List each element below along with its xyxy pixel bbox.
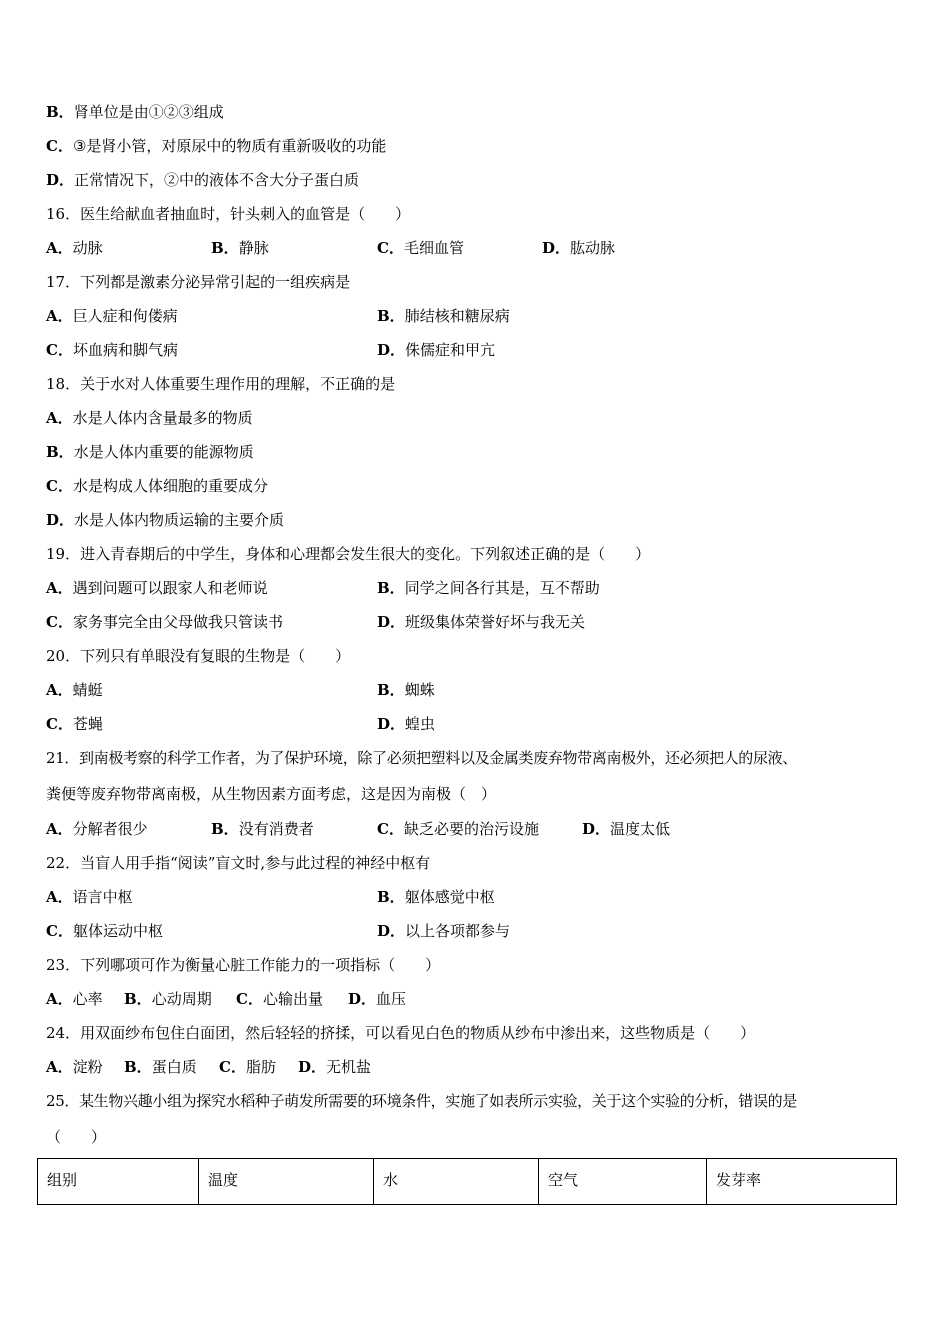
q17-option-a xyxy=(46,306,178,326)
q22-stem: 22．当盲人用手指“阅读”盲文时,参与此过程的神经中枢有 xyxy=(46,854,431,872)
q24-option-d xyxy=(298,1057,371,1077)
q17-option-c xyxy=(46,340,178,360)
option-letter: A． xyxy=(46,307,73,325)
q21-stem-line1: 21．到南极考察的科学工作者，为了保护环境，除了必须把塑料以及金属类废弃物带离南极外，还必须把人的尿液、 xyxy=(46,749,797,767)
option-text: 躯体感觉中枢 xyxy=(404,888,495,906)
option-letter: B． xyxy=(377,681,405,699)
q16-option-c xyxy=(377,238,464,258)
q22-option-b xyxy=(377,887,495,907)
table-header-cell: 发芽率 xyxy=(707,1159,897,1205)
option-letter: C． xyxy=(236,990,263,1008)
option-text: 心输出量 xyxy=(262,990,323,1008)
q18-option-d xyxy=(46,510,284,530)
option-text: 毛细血管 xyxy=(403,239,464,257)
option-letter: D． xyxy=(377,613,406,631)
q18-option-b xyxy=(46,442,254,462)
option-text: 正常情况下，②中的液体不含大分子蛋白质 xyxy=(74,171,360,189)
option-text: 心动周期 xyxy=(151,990,212,1008)
q24-option-a xyxy=(46,1057,103,1077)
q19-stem: 19．进入青春期后的中学生，身体和心理都会发生很大的变化。下列叙述正确的是（ ） xyxy=(46,545,651,563)
q19-option-a xyxy=(46,578,268,598)
option-letter: A． xyxy=(46,820,73,838)
option-letter: B． xyxy=(211,820,239,838)
q17-option-b xyxy=(377,306,510,326)
q20-option-a xyxy=(46,680,103,700)
q22-option-c xyxy=(46,921,163,941)
q16-stem: 16．医生给献血者抽血时，针头刺入的血管是（ ） xyxy=(46,205,411,223)
table-header-cell: 水 xyxy=(374,1159,539,1205)
q24-option-c xyxy=(219,1057,276,1077)
option-letter: A． xyxy=(46,990,73,1008)
option-text: 水是人体内含量最多的物质 xyxy=(72,409,253,427)
q25-stem-line2: （ ） xyxy=(46,1128,107,1146)
q19-option-b xyxy=(377,578,600,598)
option-letter: C． xyxy=(46,613,73,631)
option-text: 动脉 xyxy=(72,239,103,257)
experiment-table xyxy=(37,1158,897,1205)
option-letter: B． xyxy=(124,1058,152,1076)
q20-option-d xyxy=(377,714,435,734)
q24-option-b xyxy=(124,1057,197,1077)
q21-option-a xyxy=(46,819,148,839)
option-letter: D． xyxy=(46,511,75,529)
q18-option-a xyxy=(46,408,253,428)
option-letter: B． xyxy=(124,990,152,1008)
table-header-cell: 空气 xyxy=(539,1159,707,1205)
option-text: ③是肾小管，对原尿中的物质有重新吸收的功能 xyxy=(72,137,387,155)
option-letter: C． xyxy=(46,715,73,733)
q22-option-a xyxy=(46,887,133,907)
option-letter: C． xyxy=(219,1058,246,1076)
option-text: 班级集体荣誉好坏与我无关 xyxy=(405,613,586,631)
q15-option-d xyxy=(46,170,359,190)
option-text: 蛋白质 xyxy=(151,1058,197,1076)
q25-stem-line1: 25．某生物兴趣小组为探究水稻种子萌发所需要的环境条件，实施了如表所示实验，关于这个实验的分析，错误的是 xyxy=(46,1092,797,1110)
option-text: 躯体运动中枢 xyxy=(72,922,163,940)
option-letter: C． xyxy=(46,137,73,155)
option-text: 同学之间各行其是，互不帮助 xyxy=(404,579,600,597)
q23-option-b xyxy=(124,989,212,1009)
q23-option-c xyxy=(236,989,323,1009)
option-letter: C． xyxy=(46,341,73,359)
q17-stem: 17．下列都是激素分泌异常引起的一组疾病是 xyxy=(46,273,351,291)
q19-option-c xyxy=(46,612,283,632)
q17-option-d xyxy=(377,340,495,360)
q23-stem: 23．下列哪项可作为衡量心脏工作能力的一项指标（ ） xyxy=(46,956,441,974)
option-letter: B． xyxy=(46,103,74,121)
option-text: 心率 xyxy=(72,990,103,1008)
option-text: 以上各项都参与 xyxy=(405,922,511,940)
table-header-cell: 组别 xyxy=(38,1159,199,1205)
q24-stem: 24．用双面纱布包住白面团，然后轻轻的挤揉，可以看见白色的物质从纱布中渗出来，这些物质是（ ） xyxy=(46,1024,756,1042)
option-text: 遇到问题可以跟家人和老师说 xyxy=(72,579,268,597)
option-letter: D． xyxy=(377,715,406,733)
option-text: 静脉 xyxy=(238,239,269,257)
option-text: 温度太低 xyxy=(610,820,671,838)
option-letter: D． xyxy=(377,922,406,940)
option-letter: A． xyxy=(46,681,73,699)
q22-option-d xyxy=(377,921,510,941)
option-text: 血压 xyxy=(376,990,407,1008)
q20-option-c xyxy=(46,714,103,734)
option-letter: B． xyxy=(377,307,405,325)
option-letter: B． xyxy=(211,239,239,257)
option-letter: D． xyxy=(377,341,406,359)
q21-stem-line2: 粪便等废弃物带离南极，从生物因素方面考虑，这是因为南极（ ） xyxy=(46,785,497,803)
option-text: 水是人体内重要的能源物质 xyxy=(73,443,254,461)
option-text: 蜻蜓 xyxy=(72,681,103,699)
option-letter: D． xyxy=(348,990,377,1008)
option-letter: D． xyxy=(298,1058,327,1076)
q20-option-b xyxy=(377,680,435,700)
q19-option-d xyxy=(377,612,585,632)
option-text: 坏血病和脚气病 xyxy=(72,341,178,359)
option-letter: B． xyxy=(46,443,74,461)
option-text: 蜘蛛 xyxy=(404,681,435,699)
option-text: 脂肪 xyxy=(245,1058,276,1076)
option-letter: A． xyxy=(46,579,73,597)
option-text: 水是构成人体细胞的重要成分 xyxy=(72,477,268,495)
option-text: 分解者很少 xyxy=(72,820,148,838)
option-letter: C． xyxy=(46,922,73,940)
q15-option-b xyxy=(46,102,224,122)
option-letter: A． xyxy=(46,409,73,427)
option-letter: B． xyxy=(377,888,405,906)
option-text: 肺结核和糖尿病 xyxy=(404,307,510,325)
option-text: 水是人体内物质运输的主要介质 xyxy=(74,511,285,529)
option-text: 淀粉 xyxy=(72,1058,103,1076)
option-letter: C． xyxy=(377,820,404,838)
q18-option-c xyxy=(46,476,268,496)
option-text: 无机盐 xyxy=(326,1058,372,1076)
option-letter: D． xyxy=(582,820,611,838)
table-header-cell: 温度 xyxy=(199,1159,374,1205)
option-text: 语言中枢 xyxy=(72,888,133,906)
option-letter: D． xyxy=(542,239,571,257)
q21-option-c xyxy=(377,819,539,839)
option-text: 肾单位是由①②③组成 xyxy=(73,103,224,121)
option-letter: B． xyxy=(377,579,405,597)
option-letter: C． xyxy=(46,477,73,495)
q16-option-a xyxy=(46,238,103,258)
option-text: 苍蝇 xyxy=(72,715,103,733)
q21-option-d xyxy=(582,819,670,839)
q16-option-b xyxy=(211,238,269,258)
q18-stem: 18．关于水对人体重要生理作用的理解，不正确的是 xyxy=(46,375,396,393)
option-letter: C． xyxy=(377,239,404,257)
option-letter: A． xyxy=(46,239,73,257)
q15-option-c xyxy=(46,136,386,156)
table-header-row xyxy=(38,1159,897,1205)
q16-option-d xyxy=(542,238,615,258)
option-text: 没有消费者 xyxy=(238,820,314,838)
q23-option-d xyxy=(348,989,406,1009)
option-text: 蝗虫 xyxy=(405,715,436,733)
option-letter: A． xyxy=(46,1058,73,1076)
option-text: 家务事完全由父母做我只管读书 xyxy=(72,613,283,631)
option-text: 肱动脉 xyxy=(570,239,616,257)
option-letter: D． xyxy=(46,171,75,189)
q21-option-b xyxy=(211,819,314,839)
q20-stem: 20．下列只有单眼没有复眼的生物是（ ） xyxy=(46,647,351,665)
option-letter: A． xyxy=(46,888,73,906)
q23-option-a xyxy=(46,989,103,1009)
option-text: 巨人症和佝偻病 xyxy=(72,307,178,325)
option-text: 缺乏必要的治污设施 xyxy=(403,820,539,838)
option-text: 侏儒症和甲亢 xyxy=(405,341,496,359)
